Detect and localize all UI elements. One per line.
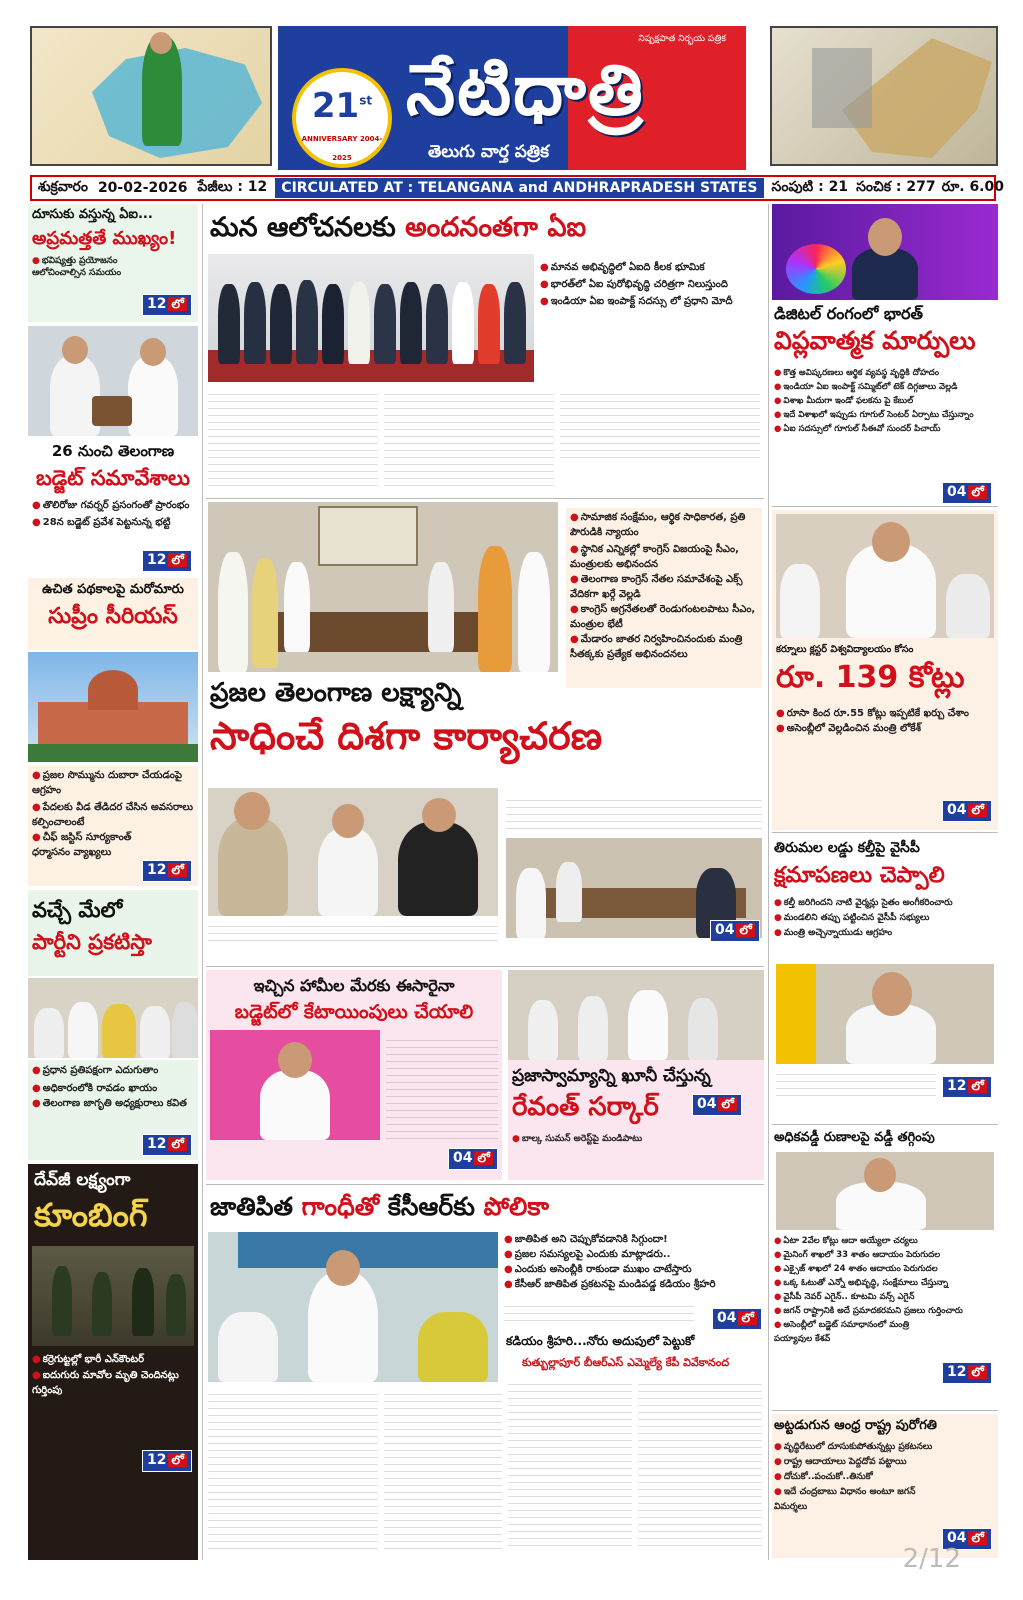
balka-suman-photo: [508, 970, 764, 1060]
lokesh-photo: [776, 514, 994, 638]
page-ref-tag[interactable]: 12 లో: [142, 1134, 192, 1156]
story-congress: ● సామాజిక సంక్షేమం, ఆర్థిక సాధికారత, ప్రతి పౌరుడికి న్యాయం ● స్థానిక ఎన్నికల్లో కాంగ్రెస్ విజయంపై సీఎం, మంత్రులకు అభినందన ● తెలంగాణ కాంగ్రెస్ నేతల సమావేశంపై ఎక్స్ వేదికగా ఖర్గే వెల్లడి ● కాంగ్రెస్ అగ్రనేతలతో రెండుగంటలపాటు సీఎం, మంత్రుల భేటీ ● మేడారం జాతర నిర్వహించినందుకు మంత్రి సీతక్కకు ప్రత్యేక అభినందనలు ప్రజల తెలంగాణ లక్ష్యాన్ని సాధించే దిశగా కార్యాచరణ 04 లో: [206, 502, 764, 962]
left-column: [28, 204, 198, 1560]
anniversary-badge: 21st ANNIVERSARY 2004-2025: [292, 68, 392, 168]
page-ref-tag[interactable]: 04 లో: [942, 800, 992, 822]
kavitha-photo: [28, 978, 198, 1058]
page-ref-tag[interactable]: 04 లో: [942, 1528, 992, 1550]
issue: సంచిక : 277: [856, 178, 936, 195]
combing-photo: [32, 1246, 194, 1346]
story-kadiyam: జాతిపిత గాంధీతో కేసీఆర్‌కు పోలికా ● జాతిపిత అని చెప్పుకోవడానికి సిగ్గుందా! ● ప్రజల సమస్యలపై ఎందుకు మాట్లాడరు.. ● ఎందుకు అసెంబ్లీకి రాకుండా ముఖం చాటేస్తారు ● కేసీఆర్ జాతిపిత ప్రకటనపై మండిపడ్డ కడియం శ్రీహరి 04 లో కడియం శ్రీహరి...నోరు అదుపులో పెట్టుకో కుత్బుల్లాపూర్ బీఆర్ఎస్ ఎమ్మెల్యే కేపీ వివేకానంద: [206, 1188, 764, 1558]
date-strip: [30, 175, 1004, 201]
story-lokesh: కర్నూలు క్లస్టర్ విశ్వవిద్యాలయం కోసం రూ. 139 కోట్లు ● రూసా కింద రూ.55 కోట్లు ఇప్పటికే ఖర్చు చేశాం ● అసెంబ్లీలో వెల్లడించిన మంత్రి లోకేశ్ 04 లో: [772, 510, 998, 830]
masthead-title: నేటిధాత్రి: [406, 48, 645, 131]
achennaidu-photo: [776, 964, 994, 1064]
ai-summit-photo: [208, 254, 534, 382]
page-ref-tag[interactable]: 12 లో: [142, 1450, 192, 1472]
ktr-photo: [210, 1030, 380, 1140]
story-ai-summit: మన ఆలోచనలకు అందనంతగా ఏఐ ● మానవ అభివృద్ధిలో ఏఐది కీలక భూమిక ● భారత్‌లో ఏఐ పురోభివృద్ధి చరిత్రగా నిలుస్తుంది ● ఇండియా ఏఐ ఇంపాక్ట్ సదస్సు లో ప్రధాని మోదీ: [206, 204, 764, 494]
page-ref-tag[interactable]: 12 లో: [142, 550, 192, 572]
story-kavitha-bullets: ● ప్రధాన ప్రతిపక్షంగా ఎదుగుతాం ● అధికారంలోకి రావడం ఖాయం ● తెలంగాణ జాగృతి అధ్యక్షురాలు కవిత 12 లో: [28, 1060, 198, 1160]
congress-meeting-photo: [208, 502, 558, 672]
budget-photo: [28, 326, 198, 436]
page-ref-tag[interactable]: 04 లో: [448, 1148, 498, 1170]
page-ref-tag[interactable]: 12 లో: [942, 1076, 992, 1098]
story-pichai: డిజిటల్ రంగంలో భారత్ విప్లవాత్మక మార్పులు ● కొత్త అవిష్కరణలు ఆర్థిక వ్యవస్థ వృద్ధికి దోహదం ● ఇండియా ఏఐ ఇంపాక్ట్ సమ్మిట్‌లో టెక్ దిగ్గజాలు వెల్లడి ● విశాఖ మీదుగా ఇండో ఫలకను పై కేబుల్ ● ఇదే విశాఖలో ఇప్పుడు గూగుల్ సెంటర్ ఏర్పాటు చేస్తున్నాం ● ఏఐ సదస్సులో గూగుల్ సీఈవో సుందర్ పిచాయ్ 04 లో: [772, 204, 998, 504]
volume: సంపుటి : 21: [771, 178, 849, 195]
day: శుక్రవారం: [38, 178, 88, 195]
payyavula-photo: [776, 1152, 994, 1230]
story-budget: 26 నుంచి తెలంగాణ బడ్జెట్ సమావేశాలు ● తొలిరోజు గవర్నర్ ప్రసంగంతో ప్రారంభం ● 28న బడ్జెట్ ప్రవేశ పెట్టనున్న భట్టి 12 లో: [28, 440, 198, 574]
kharge-photo: [208, 788, 498, 916]
andhra-map-image: [770, 26, 998, 166]
story-combing: దేవ్‌జీ లక్ష్యంగా కూంబింగ్ ● కర్రెగుట్టల్లో భారీ ఎన్‌కౌంటర్ ● ఐదుగురు మావోల మృతి చెందినట్లు గుర్తింపు 12 లో: [28, 1164, 198, 1560]
pichai-photo: [772, 204, 998, 300]
masthead-tagline: నిష్పక్షపాత నిర్భయ పత్రిక: [638, 34, 726, 44]
circulation: CIRCULATED AT : TELANGANA and ANDHRAPRADESH STATES: [275, 178, 763, 198]
page-ref-tag[interactable]: 04 లో: [692, 1094, 742, 1116]
page-ref-tag[interactable]: 04 లో: [942, 482, 992, 504]
telangana-map-image: [30, 26, 272, 166]
story-supreme-bullets: ● ప్రజల సొమ్మును దుబారా చేయడంపై ఆగ్రహం ● పేదలకు వీడ తేడిదర చేసిన అవసరాలు కల్పించాలంటే ● చీఫ్ జస్టిస్ సూర్యకాంత్ ధర్మాసనం వ్యాఖ్యలు 12 లో: [28, 766, 198, 886]
supreme-court-photo: [28, 652, 198, 762]
page-ref-tag[interactable]: 12 లో: [142, 294, 192, 316]
masthead-logo: [278, 26, 746, 170]
newspaper-page: [24, 20, 1002, 1560]
page-ref-tag[interactable]: 04 లో: [710, 920, 760, 942]
kadiyam-photo: [208, 1232, 498, 1382]
story-supreme: ఉచిత పథకాలపై మరోమారు సుప్రీం సీరియస్: [28, 578, 198, 650]
story-jagan: అట్టడుగున ఆంధ్ర రాష్ట్ర పురోగతి ● వృద్ధిరేటులో దూసుకుపోతున్నట్లు ప్రకటనలు ● రాష్ట్ర ఆదాయాలు పెద్దదోవ పట్టాయి ● దోచుకో..పంచుకో..తినుకో ● ఇదే చంద్రబాబు విధానం అంటూ జగన్ విమర్శలు 04 లో: [772, 1414, 998, 1558]
page-ref-tag[interactable]: 12 లో: [942, 1362, 992, 1384]
page-indicator: 2/12: [902, 1544, 961, 1574]
story-payyavula: అధికవడ్డీ రుణాలపై వడ్డీ తగ్గింపు ● ఏటా 2వేల కోట్లు ఆదా అయ్యేలా చర్యలు ● మైనింగ్ శాఖలో 33 శాతం ఆదాయం పెరుగుదల ● ఎక్సైజ్ శాఖలో 24 శాతం ఆదాయం పెరుగుదల ● ఒక్క ఓటుతో ఎన్నో అభివృద్ధి, సంక్షేమాలు చేస్తున్నా ● వైసీపీ నెవర్ ఎగైన్.. కూటమి వన్స్ ఎగైన్ ● జగన్ రాష్ట్రానికి అదే ప్రమాదకరమని ప్రజలు గుర్తించారు ● అసెంబ్లీలో బడ్జెట్ సమాధానంలో మంత్రి పయ్యావుల కేశవ్ 12 లో: [772, 1128, 998, 1408]
price: రూ. 6.00: [941, 178, 1004, 195]
page-count: పేజీలు : 12: [197, 178, 268, 195]
story-kavitha: వచ్చే మేలో పార్టీని ప్రకటిస్తా: [28, 890, 198, 976]
date: 20-02-2026: [97, 180, 188, 196]
story-ai-alert: దూసుకు వస్తున్న ఏఐ... అప్రమత్తతే ముఖ్యం! ● భవిష్యత్తు ప్రయోజనం ఆలోచించాల్సిన సమయం 12 లో: [28, 204, 198, 322]
story-revanth: ప్రజాస్వామ్యాన్ని ఖూనీ చేస్తున్న రేవంత్ సర్కార్ ● బాల్క సుమన్ అరెస్ట్‌పై మండిపాటు 04 లో: [508, 970, 764, 1180]
story-ktr-budget: ఇచ్చిన హామీల మేరకు ఈసారైనా బడ్జెట్‌లో కేటాయింపులు చేయాలి 04 లో: [206, 970, 502, 1180]
page-ref-tag[interactable]: 12 లో: [142, 860, 192, 882]
masthead-subtitle: తెలుగు వార్త పత్రిక: [428, 142, 549, 162]
story-achennaidu: తిరుమల లడ్డు కల్తీపై వైసీపీ క్షమాపణలు చెప్పాలి ● కల్తీ జరిగిందని నాటి వైర్మన్లు సైతం అంగీకరించారు ● మండలిని తప్పు పట్టించిన వైసీపీ సభ్యులు ● మంత్రి అచ్చెన్నాయుడు ఆగ్రహం 12 లో: [772, 836, 998, 1122]
page-ref-tag[interactable]: 04 లో: [712, 1308, 762, 1330]
